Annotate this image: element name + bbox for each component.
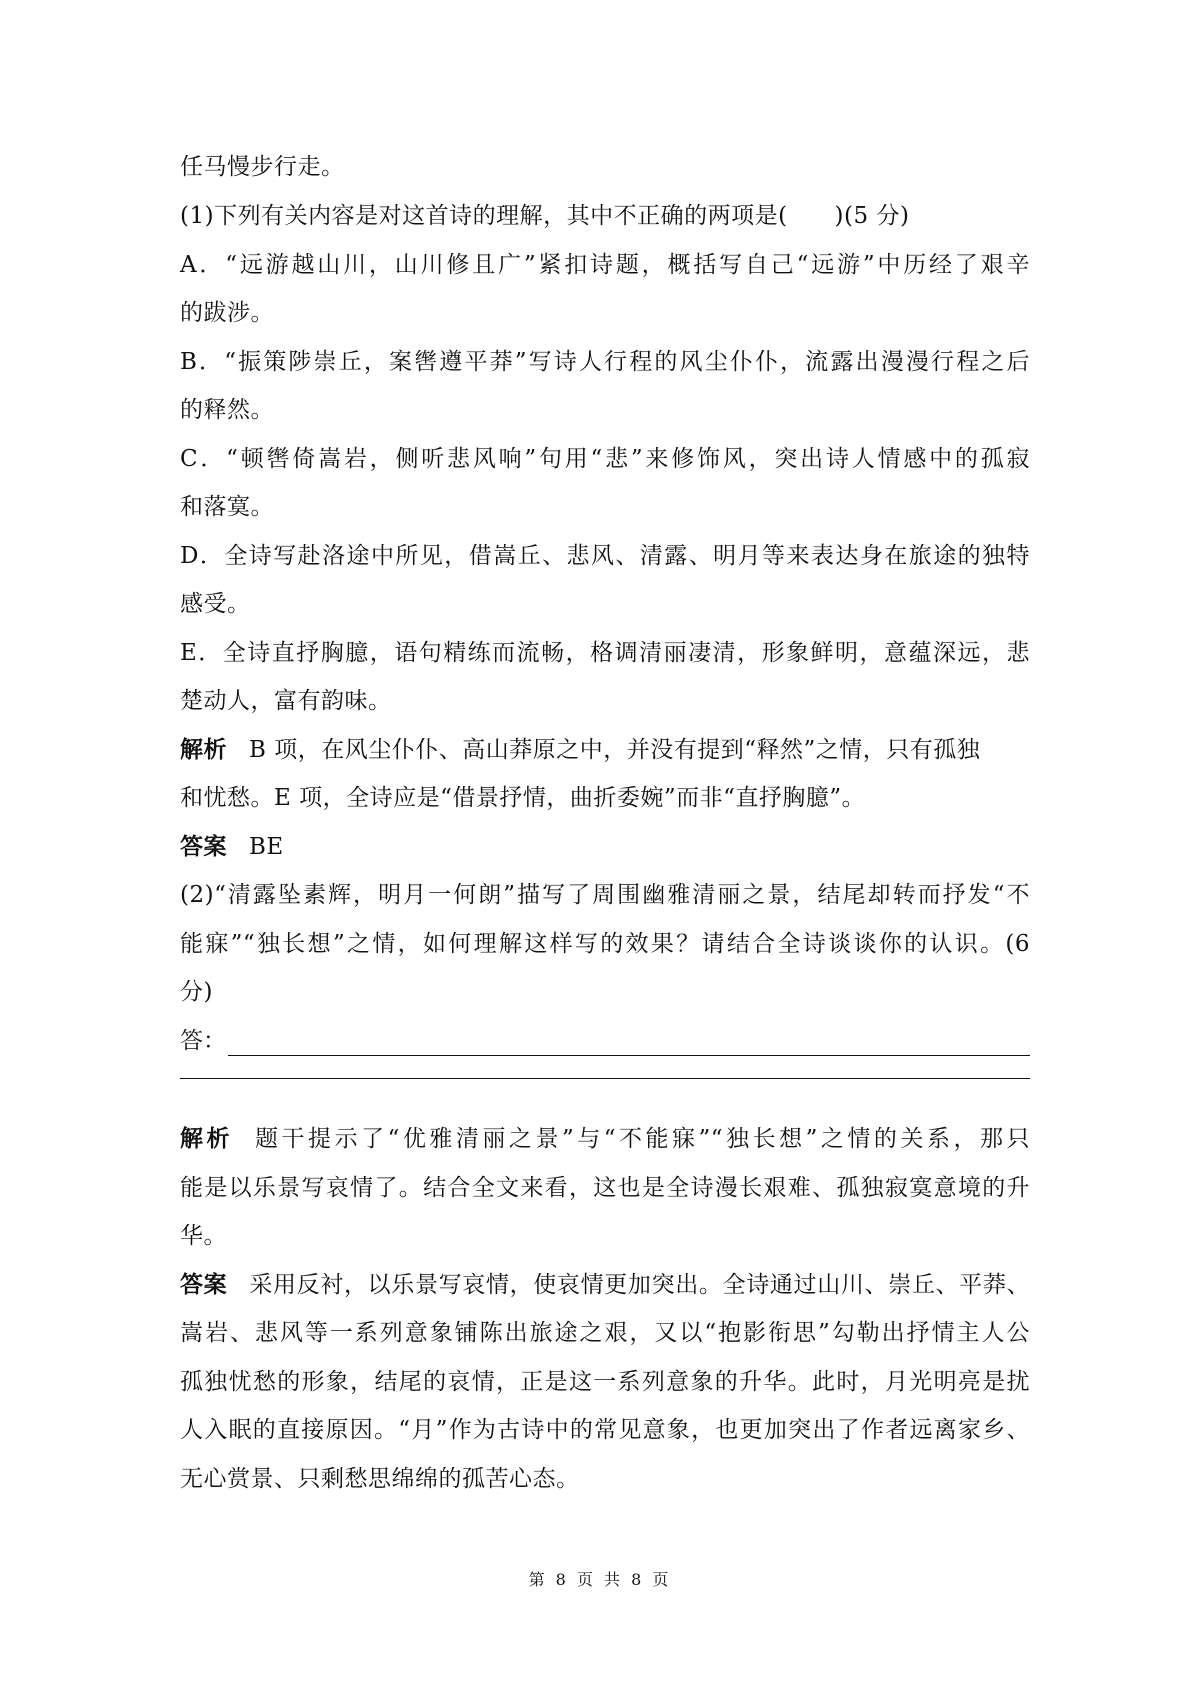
answer-1-line xyxy=(180,832,1030,862)
analysis-label: 解析 xyxy=(180,737,227,763)
option-b-line-1: B．“振策陟崇丘，案辔遵平莽”写诗人行程的风尘仆仆，流露出漫漫行程之后 xyxy=(180,349,1030,375)
option-b-line-2: 的释然。 xyxy=(180,397,274,423)
answer-2-line-2: 嵩岩、悲风等一系列意象铺陈出旅途之艰，又以“抱影衔思”勾勒出抒情主人公 xyxy=(180,1320,1030,1346)
option-e-line-1: E．全诗直抒胸臆，语句精练而流畅，格调清丽凄清，形象鲜明，意蕴深远，悲 xyxy=(180,640,1030,666)
question-2-line-1: (2)“清露坠素辉，明月一何朗”描写了周围幽雅清丽之景，结尾却转而抒发“不 xyxy=(180,882,1030,908)
answer-2-line-1 xyxy=(180,1270,1030,1300)
answer-2-line-4: 人入眠的直接原因。“月”作为古诗中的常见意象，也更加突出了作者远离家乡、 xyxy=(180,1417,1030,1443)
option-e-line-2: 楚动人，富有韵味。 xyxy=(180,688,392,714)
answer-prompt: 答： xyxy=(180,1028,226,1054)
option-d-line-1: D．全诗写赴洛途中所见，借嵩丘、悲风、清露、明月等来表达身在旅途的独特 xyxy=(180,543,1030,569)
paragraph-line: 任马慢步行走。 xyxy=(180,154,345,180)
page-footer: 第 8 页 共 8 页 xyxy=(528,1570,672,1589)
analysis-2-line-3: 华。 xyxy=(180,1223,227,1249)
analysis-text: B 项，在风尘仆仆、高山莽原之中，并没有提到“释然”之情，只有孤独 xyxy=(249,737,981,763)
analysis-1-line-1 xyxy=(180,735,1030,765)
option-c-line-2: 和落寞。 xyxy=(180,494,274,520)
question-2-line-3: 分) xyxy=(180,979,213,1005)
option-a-line-1: A．“远游越山川，山川修且广”紧扣诗题，概括写自己“远游”中历经了艰辛 xyxy=(180,252,1030,278)
option-d-line-2: 感受。 xyxy=(180,591,251,617)
answer-blank-line xyxy=(180,1026,1030,1056)
answer-underline xyxy=(228,1033,1030,1056)
answer-2-line-5: 无心赏景、只剩愁思绵绵的孤苦心态。 xyxy=(180,1466,580,1492)
analysis-text: 题干提示了“优雅清丽之景”与“不能寐”“独长想”之情的关系，那只 xyxy=(255,1126,1030,1152)
analysis-label: 解析 xyxy=(180,1126,234,1152)
answer-label: 答案 xyxy=(180,834,227,860)
analysis-1-line-2: 和忧愁。E 项，全诗应是“借景抒情，曲折委婉”而非“直抒胸臆”。 xyxy=(180,785,866,811)
analysis-2-line-2: 能是以乐景写哀情了。结合全文来看，这也是全诗漫长艰难、孤独寂寞意境的升 xyxy=(180,1175,1030,1201)
answer-underline-2 xyxy=(180,1078,1030,1079)
analysis-2-line-1 xyxy=(180,1124,1030,1154)
option-c-line-1: C．“顿辔倚嵩岩，侧听悲风响”句用“悲”来修饰风，突出诗人情感中的孤寂 xyxy=(180,446,1030,472)
answer-2-line-3: 孤独忧愁的形象，结尾的哀情，正是这一系列意象的升华。此时，月光明亮是扰 xyxy=(180,1369,1030,1395)
answer-text: BE xyxy=(249,834,284,860)
question-2-line-2: 能寐”“独长想”之情，如何理解这样写的效果？请结合全诗谈谈你的认识。(6 xyxy=(180,931,1030,957)
answer-label: 答案 xyxy=(180,1272,228,1298)
answer-text: 采用反衬，以乐景写哀情，使哀情更加突出。全诗通过山川、崇丘、平莽、 xyxy=(249,1272,1031,1298)
question-1-stem: (1)下列有关内容是对这首诗的理解，其中不正确的两项是( )(5 分) xyxy=(180,203,910,229)
option-a-line-2: 的跋涉。 xyxy=(180,300,274,326)
